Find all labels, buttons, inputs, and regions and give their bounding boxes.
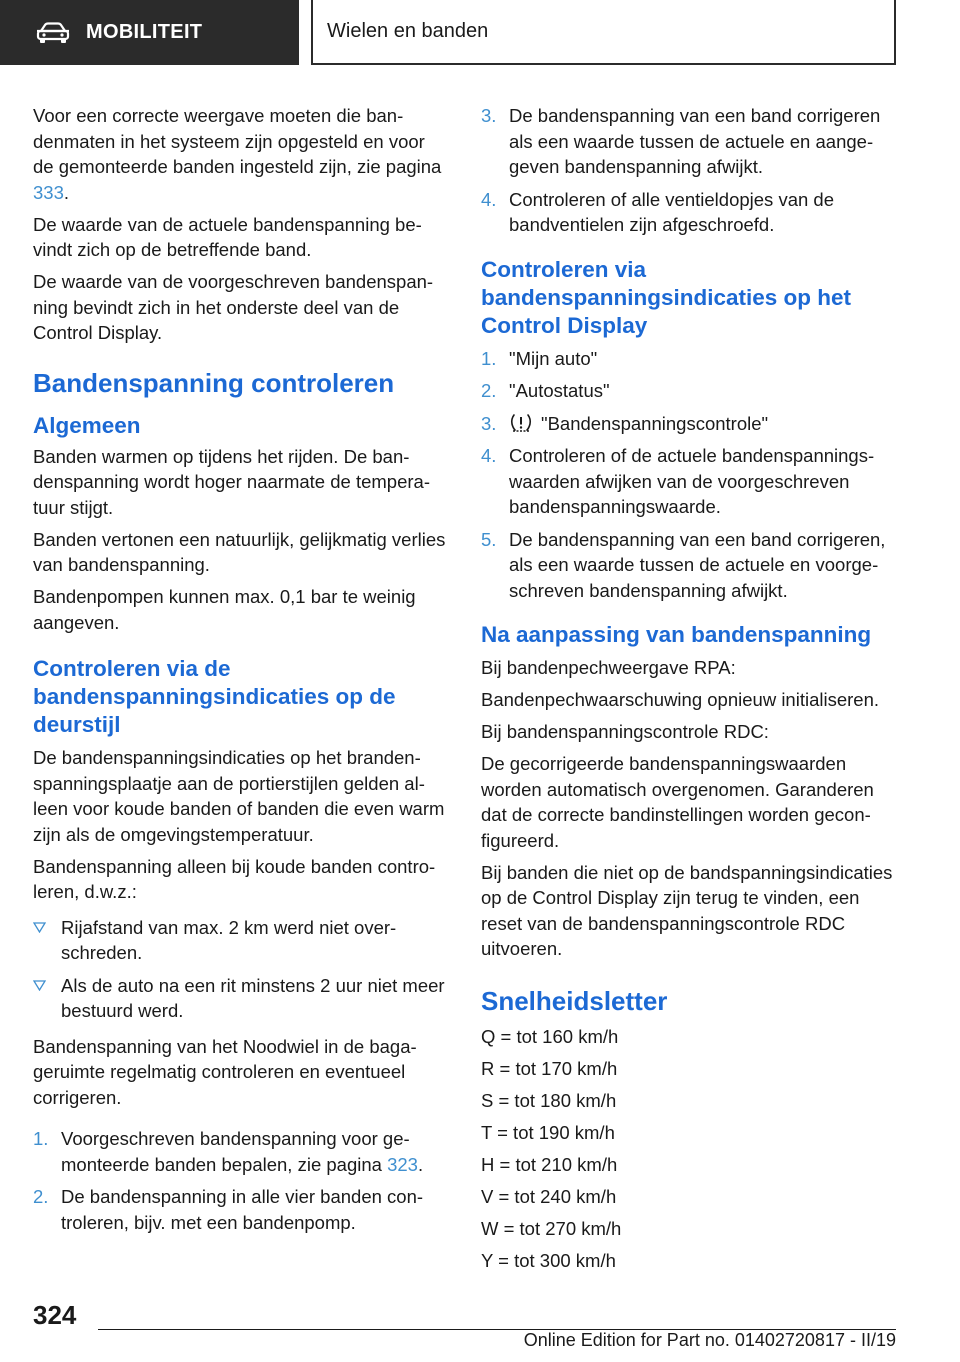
heading-speed-rating: Snelheidsletter (481, 985, 668, 1016)
display-step-list (481, 346, 901, 604)
intro-paragraph: De waarde van de voorgeschreven bandenspanning bevindt zich in het onderste deel van de Control Display. (33, 271, 434, 343)
after-paragraph: Bij bandenspanningscontrole RDC: (481, 721, 769, 742)
list-item: Rijafstand van max. 2 km werd niet overschreden. (33, 915, 448, 966)
list-item: 3. "Bandenspanningscontrole" (481, 412, 769, 434)
tire-pressure-warning-icon (509, 413, 533, 433)
general-paragraph: Banden warmen op tijdens het rijden. De bandenspanning wordt hoger naarmate de temperatuur stijgt. (33, 445, 430, 518)
list-item: 1. Voorgeschreven bandenspanning voor gemonteerde banden bepalen, zie pagina 323. (33, 1128, 424, 1175)
chapter-label: Wielen en banden (327, 20, 489, 42)
speed-line: R = tot 170 km/h (481, 1057, 618, 1079)
list-item: 3. De bandenspanning van een band corrigeren als een waarde tussen de actuele en aangegeven bandenspanning afwijkt. (481, 105, 881, 177)
list-item: 4. Controleren of de actuele bandenspanningswaarden afwijken van de voorgeschreven bandenspanningswaarde. (481, 445, 875, 517)
speed-line: H = tot 210 km/h (481, 1153, 618, 1175)
list-item: Als de auto na een rit minstens 2 uur niet meer bestuurd werd. (33, 973, 448, 1024)
door-paragraph: Bandenspanning alleen bij koude banden controleren, d.w.z.: (33, 855, 436, 902)
list-item: 5. De bandenspanning van een band corrigeren, als een waarde tussen de actuele en voorgeschreven bandenspanning afwijkt. (481, 528, 886, 601)
step-list (33, 1126, 448, 1235)
speed-line: Y = tot 300 km/h (481, 1249, 616, 1271)
car-icon (36, 22, 70, 44)
list-item: 2. "Autostatus" (481, 380, 610, 401)
heading-after-adjust: Na aanpassing van bandenspanning (481, 622, 872, 647)
list-item: 4. Controleren of alle ventieldopjes van de bandventielen zijn afgeschroefd. (481, 188, 834, 235)
general-paragraph: Banden vertonen een natuurlijk, gelijkmatig verlies van bandenspanning. (33, 528, 446, 575)
page-number: 324 (33, 1300, 77, 1330)
intro-paragraph: De waarde van de actuele bandenspanning bevindt zich op de betreffende band. (33, 213, 422, 260)
triangle-bullet-icon (33, 922, 46, 933)
heading-control-display: Controleren via bandenspanningsindicaties op het Control Display (481, 256, 852, 338)
after-paragraph: Bij bandenpechweergave RPA: (481, 657, 736, 678)
heading-door-pillar: Controleren via de bandenspanningsindicaties op de deurstijl (33, 656, 396, 737)
heading-check-pressure: Bandenspanning controleren (33, 367, 395, 398)
general-paragraph: Bandenpompen kunnen max. 0,1 bar te weinig aangeven. (33, 586, 416, 633)
step-list-continued (481, 103, 901, 238)
speed-line: W = tot 270 km/h (481, 1217, 622, 1239)
speed-line: V = tot 240 km/h (481, 1185, 617, 1207)
triangle-bullet-icon (33, 980, 46, 991)
spare-wheel-paragraph: Bandenspanning van het Noodwiel in de bagageruimte regelmatig controleren en eventueel corrigeren. (33, 1035, 417, 1108)
speed-line: S = tot 180 km/h (481, 1089, 617, 1111)
heading-general: Algemeen (33, 412, 141, 438)
list-item: 1. "Mijn auto" (481, 347, 598, 369)
after-paragraph: Bandenpechwaarschuwing opnieuw initialiseren. (481, 689, 880, 710)
right-column (481, 103, 901, 1280)
section-label: MOBILITEIT (86, 21, 203, 43)
condition-list (33, 915, 448, 1024)
edition-text: Online Edition for Part no. 01402720817 - II/19 (523, 1330, 896, 1350)
chapter-tab (311, 0, 896, 65)
list-item: 2. De bandenspanning in alle vier banden controleren, bijv. met een bandenpomp. (33, 1186, 424, 1233)
left-column (33, 103, 448, 1245)
after-paragraph: De gecorrigeerde bandenspanningswaarden worden automatisch overgenomen. Garanderen dat de correcte bandinstellingen worden geconfigureerd. (481, 753, 874, 851)
after-paragraph: Bij banden die niet op de bandspanningsindicaties op de Control Display zijn terug te vinden, een reset van de bandenspanningscontrole RDC uitvoeren. (481, 861, 893, 959)
speed-line: T = tot 190 km/h (481, 1121, 615, 1143)
page-reference-link[interactable]: 333 (33, 181, 64, 203)
header-section-tab (0, 0, 299, 65)
door-paragraph: De bandenspanningsindicaties op het brandenspanningsplaatje aan de portierstijlen gelden alleen voor koude banden of banden die even warm zijn als de omgevingstemperatuur. (33, 747, 445, 845)
page-reference-link[interactable]: 323 (387, 1153, 418, 1175)
speed-line: Q = tot 160 km/h (481, 1025, 619, 1047)
intro-paragraph: Voor een correcte weergave moeten die bandenmaten in het systeem zijn opgesteld en voor de gemonteerde banden ingesteld zijn, zie pagina 333. (33, 105, 442, 203)
